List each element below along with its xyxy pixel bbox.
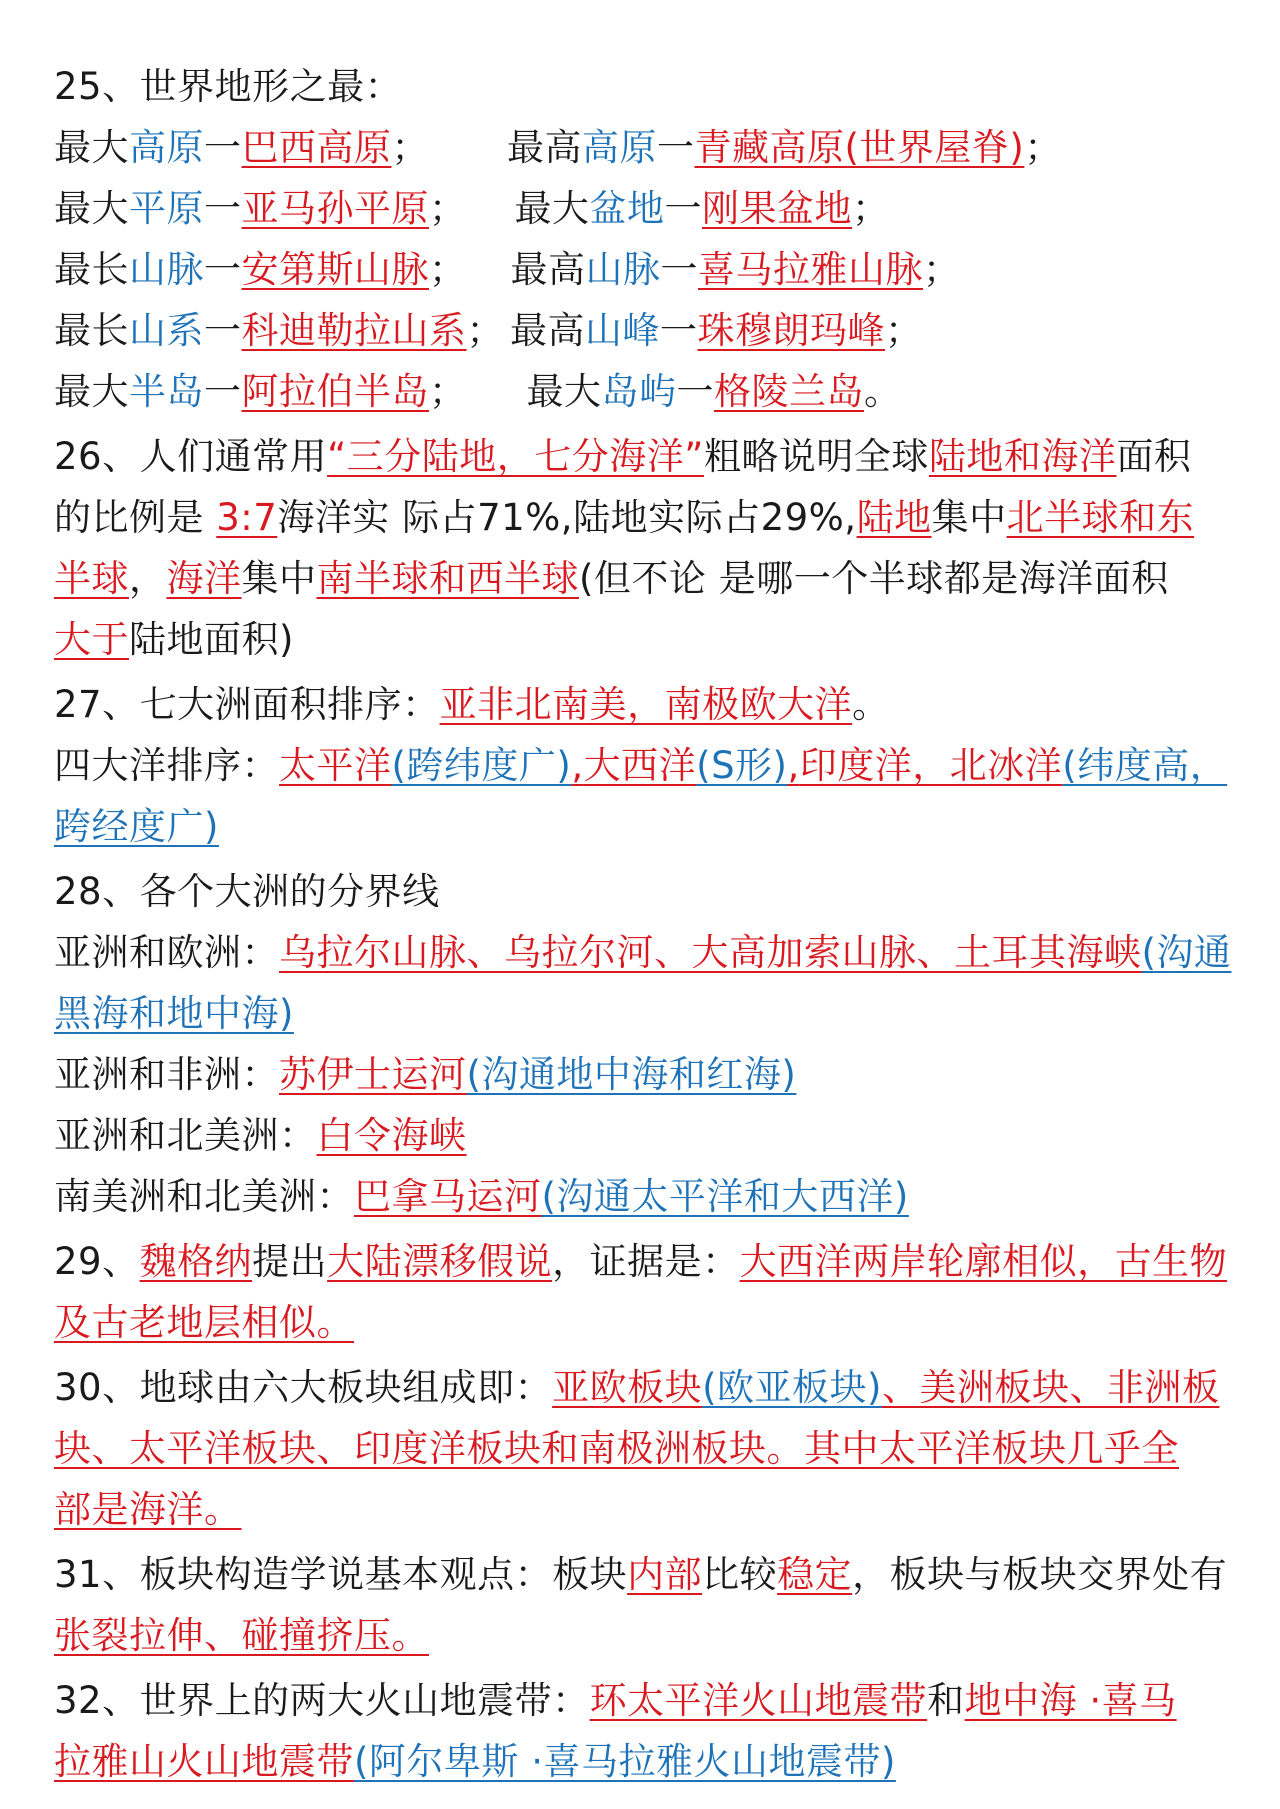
- punct: ；: [429, 248, 467, 291]
- section-26-line-4: [54, 609, 1236, 670]
- answer: 青藏高原(世界屋脊): [694, 126, 1025, 169]
- note: (纬度高，: [1062, 744, 1228, 787]
- answer: 魏格纳: [139, 1240, 253, 1283]
- text: 最大: [54, 187, 129, 230]
- section-26-line-3: [54, 548, 1236, 609]
- answer: 苏伊士运河: [279, 1053, 467, 1096]
- answer: 珠穆朗玛峰: [697, 309, 885, 352]
- dash: 一: [204, 370, 242, 413]
- text: 的比例是: [54, 496, 217, 539]
- landform-type: 山峰: [585, 309, 660, 352]
- answer: 环太平洋火山地震带: [589, 1679, 928, 1722]
- answer: 大于: [54, 618, 129, 661]
- boundary-item: [54, 922, 1236, 983]
- section-30-line-2: [54, 1418, 1236, 1479]
- dash: 一: [660, 309, 698, 352]
- answer: 科迪勒拉山系: [241, 309, 467, 352]
- punct: ；: [391, 126, 429, 169]
- text: 粗略说明全球: [703, 435, 929, 478]
- text: (但不论 是哪一个半球都是海洋面积: [579, 557, 1169, 600]
- landform-type: 山系: [129, 309, 204, 352]
- text: 31、板块构造学说基本观点：板块: [54, 1553, 628, 1596]
- dash: 一: [657, 126, 695, 169]
- answer: ,: [571, 744, 584, 787]
- landform-type: 平原: [129, 187, 204, 230]
- text: 最大: [54, 126, 129, 169]
- text: 亚洲和北美洲：: [54, 1114, 317, 1157]
- note: (沟通地中海和红海): [466, 1053, 797, 1096]
- record-row: [54, 117, 1236, 178]
- answer: 张裂拉伸、碰撞挤压。: [54, 1614, 429, 1657]
- text: 集中: [241, 557, 317, 600]
- text: ，: [129, 557, 167, 600]
- section-26-line-2: [54, 487, 1236, 548]
- answer: 海洋: [166, 557, 242, 600]
- text: 面积: [1116, 435, 1192, 478]
- text: 亚洲和非洲：: [54, 1053, 279, 1096]
- section-32-line-1: [54, 1670, 1236, 1731]
- note: (沟通: [1141, 931, 1232, 974]
- answer: 南半球和西半球: [316, 557, 579, 600]
- record-row: [54, 178, 1236, 239]
- section-29-line-2: [54, 1292, 1236, 1353]
- text: 陆地面积): [129, 618, 294, 661]
- landform-type: 山脉: [585, 248, 661, 291]
- dash: 一: [664, 187, 702, 230]
- text: 26、人们通常用: [54, 435, 328, 478]
- answer: 块、太平洋板块、印度洋板块和南极洲板块。其中太平洋板块几乎全: [54, 1427, 1179, 1470]
- text: 最大: [514, 187, 590, 230]
- text: 亚洲和欧洲：: [54, 931, 279, 974]
- answer: 部是海洋。: [54, 1488, 242, 1531]
- text: 四大洋排序：: [54, 744, 279, 787]
- dash: 一: [204, 187, 242, 230]
- answer: 亚非北南美，南极欧大洋: [439, 683, 853, 726]
- answer: 3:7: [216, 496, 278, 539]
- text: 南美洲和北美洲：: [54, 1175, 354, 1218]
- boundary-item-cont: [54, 983, 1236, 1044]
- answer: 大西洋两岸轮廓相似，古生物: [739, 1240, 1228, 1283]
- punct: ；: [923, 248, 961, 291]
- section-27-line-2: [54, 735, 1236, 796]
- boundary-item: [54, 1105, 1236, 1166]
- punct: ；: [885, 309, 923, 352]
- section-26-line-1: [54, 426, 1236, 487]
- section-31-line-1: [54, 1544, 1236, 1605]
- answer: 陆地: [856, 496, 932, 539]
- answer: ,: [787, 744, 800, 787]
- answer: 稳定: [777, 1553, 853, 1596]
- answer: “三分陆地，七分海洋”: [327, 435, 704, 478]
- answer: 地中海 ·喜马: [964, 1679, 1177, 1722]
- punct: ；: [429, 187, 467, 230]
- text: 最高: [507, 126, 582, 169]
- note: (欧亚板块): [702, 1366, 882, 1409]
- text: 27、七大洲面积排序：: [54, 683, 440, 726]
- answer: 亚欧板块: [552, 1366, 703, 1409]
- text: 30、地球由六大板块组成即：: [54, 1366, 553, 1409]
- landform-type: 半岛: [129, 370, 204, 413]
- text: 比较: [702, 1553, 778, 1596]
- answer: 安第斯山脉: [241, 248, 429, 291]
- punct: 。: [864, 370, 902, 413]
- punct: ；: [429, 370, 467, 413]
- answer: 陆地和海洋: [928, 435, 1117, 478]
- text: 海洋实 际占71%,陆地实际占29%,: [277, 496, 857, 539]
- section-31-line-2: [54, 1605, 1236, 1666]
- landform-type: 岛屿: [601, 370, 677, 413]
- answer: 及古老地层相似。: [54, 1301, 354, 1344]
- dash: 一: [660, 248, 698, 291]
- section-25-title: 25、世界地形之最：: [54, 65, 403, 108]
- punct: ；: [466, 309, 504, 352]
- answer: 太平洋: [279, 744, 392, 787]
- record-row: [54, 239, 1236, 300]
- record-row: [54, 361, 1236, 422]
- answer: 半球: [54, 557, 129, 600]
- text: 最长: [54, 248, 129, 291]
- answer: 刚果盆地: [702, 187, 852, 230]
- answer: 巴拿马运河: [354, 1175, 542, 1218]
- dash: 一: [204, 126, 242, 169]
- punct: 。: [852, 683, 890, 726]
- text: ，证据是：: [552, 1240, 740, 1283]
- section-27-line-1: [54, 674, 1236, 735]
- text: 集中: [931, 496, 1007, 539]
- answer: 喜马拉雅山脉: [698, 248, 923, 291]
- answer: 阿拉伯半岛: [241, 370, 429, 413]
- answer: 印度洋，北冰洋: [799, 744, 1063, 787]
- punct: ；: [1024, 126, 1062, 169]
- answer: 大陆漂移假说: [327, 1240, 553, 1283]
- record-row: [54, 300, 1236, 361]
- answer: 、美洲板块、非洲板: [881, 1366, 1220, 1409]
- answer: 北半球和东: [1006, 496, 1195, 539]
- dash: 一: [676, 370, 714, 413]
- text: 29、: [54, 1240, 140, 1283]
- text: 最大: [526, 370, 602, 413]
- boundary-item: [54, 1044, 1236, 1105]
- text: 最长: [54, 309, 129, 352]
- answer: 乌拉尔山脉、乌拉尔河、大高加索山脉、土耳其海峡: [279, 931, 1142, 974]
- boundary-item: [54, 1166, 1236, 1227]
- section-27-line-3: [54, 796, 1236, 857]
- section-32-line-2: [54, 1731, 1236, 1792]
- note: 跨经度广): [54, 805, 219, 848]
- answer: 巴西高原: [241, 126, 392, 169]
- landform-type: 高原: [582, 126, 657, 169]
- note: (跨纬度广): [391, 744, 572, 787]
- answer: 白令海峡: [316, 1114, 467, 1157]
- punct: ；: [852, 187, 890, 230]
- note: (S形): [696, 744, 788, 787]
- section-30-line-3: [54, 1479, 1236, 1540]
- text: 最大: [54, 370, 129, 413]
- text: 最高: [510, 309, 585, 352]
- dash: 一: [204, 309, 242, 352]
- landform-type: 高原: [129, 126, 204, 169]
- note: 黑海和地中海): [54, 992, 294, 1035]
- dash: 一: [204, 248, 242, 291]
- answer: 格陵兰岛: [714, 370, 864, 413]
- text: 提出: [252, 1240, 328, 1283]
- section-30-line-1: [54, 1357, 1236, 1418]
- answer: 内部: [627, 1553, 703, 1596]
- section-29-line-1: [54, 1231, 1236, 1292]
- landform-type: 盆地: [589, 187, 665, 230]
- landform-type: 山脉: [129, 248, 204, 291]
- answer: 拉雅山火山地震带: [54, 1740, 354, 1783]
- note: (沟通太平洋和大西洋): [541, 1175, 909, 1218]
- answer: 大西洋: [583, 744, 697, 787]
- text: 和: [927, 1679, 965, 1722]
- text: 最高: [510, 248, 586, 291]
- text: 32、世界上的两大火山地震带：: [54, 1679, 590, 1722]
- text: ，板块与板块交界处有: [852, 1553, 1228, 1596]
- note: (阿尔卑斯 ·喜马拉雅火山地震带): [354, 1740, 896, 1783]
- section-28-title: 28、各个大洲的分界线: [54, 870, 440, 913]
- answer: 亚马孙平原: [241, 187, 429, 230]
